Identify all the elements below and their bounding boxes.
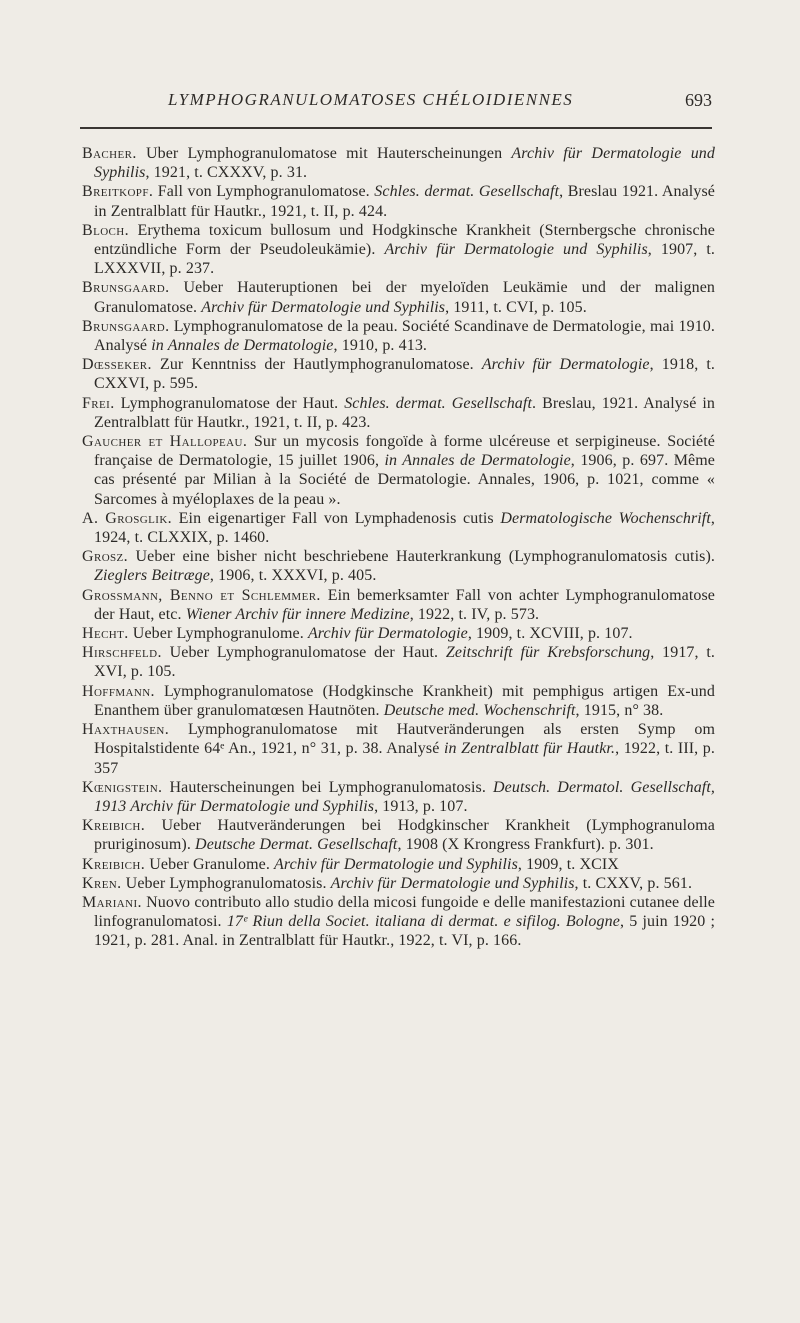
- entry-publication: in Zentralblatt für Hautkr.: [443, 740, 616, 758]
- entry-author: Mariani.: [82, 893, 142, 911]
- entry-author: Kreibich.: [82, 817, 146, 835]
- entry-title: Ein bemerksamter Fall von achter Lymphogranulomatose der Haut, etc.: [94, 586, 715, 623]
- entry-publication: Archiv für Dermatologie und Syphilis: [274, 855, 518, 873]
- entry-author: Brunsgaard.: [82, 279, 170, 297]
- entry-details: , 1924, t. CLXXIX, p. 1460.: [94, 509, 715, 547]
- entry-details: , 1922, t. IV, p. 573.: [409, 605, 540, 623]
- entry-title: Ueber Lymphogranulome.: [128, 625, 308, 643]
- bibliography-entry: [82, 394, 715, 432]
- entry-publication: in Annales de Dermatologie: [151, 337, 334, 355]
- bibliography-entry: [82, 643, 715, 681]
- entry-details: , 1909, t. XCIX: [517, 855, 619, 873]
- entry-details: , 1922, t. III, p. 357: [94, 740, 715, 777]
- header-rule: [80, 127, 712, 129]
- entry-author: Hirschfeld.: [82, 644, 162, 662]
- entry-details: , 1910, p. 413.: [333, 337, 428, 355]
- entry-details: , 1906, t. XXXVI, p. 405.: [209, 567, 377, 585]
- entry-details: , 1918, t. CXXVI, p. 595.: [94, 356, 715, 393]
- entry-details: , 1908 (X Krongress Frankfurt). p. 301.: [397, 836, 654, 854]
- entry-title: Ueber Granulome.: [145, 855, 275, 873]
- entry-publication: Deutsche Dermat. Gesellschaft: [195, 836, 398, 854]
- bibliography-entry: [82, 893, 715, 951]
- running-title: LYMPHOGRANULOMATOSES CHÉLOIDIENNES: [168, 90, 574, 109]
- entry-author: Frei.: [82, 394, 115, 412]
- entry-title: Ueber Hautveränderungen bei Hodgkinscher Krankheit (Lymphogranuloma pruriginosum).: [94, 817, 715, 854]
- entry-author: Grossmann, Benno et Schlemmer.: [82, 586, 321, 604]
- entry-title: Zur Kenntniss der Hautlymphogranulomatose.: [151, 356, 482, 374]
- entry-author: A. Grosglik.: [82, 509, 173, 527]
- entry-details: , 1909, t. XCVIII, p. 107.: [467, 625, 633, 643]
- bibliography-entry: [82, 182, 715, 220]
- entry-details: , 1915, n° 38.: [575, 701, 664, 719]
- bibliography-entry: [82, 586, 715, 624]
- bibliography-entry: [82, 144, 715, 182]
- entry-publication: Deutsche med. Wochenschrift: [383, 701, 576, 719]
- entry-title: Lymphogranulomatose de la peau. Société Scandinave de Dermatologie, mai 1910. Analysé: [94, 317, 715, 355]
- bibliography-entry: [82, 317, 715, 355]
- entry-title: Erythema toxicum bullosum und Hodgkinsche Krankheit (Sternbergsche chronische entzündliche Form der Pseudoleukämie).: [94, 221, 715, 259]
- entry-author: Breitkopf.: [82, 183, 154, 201]
- bibliography-list: [82, 144, 715, 1234]
- entry-details: . Breslau, 1921. Analysé in Zentralblatt für Hautkr., 1921, t. II, p. 423.: [94, 394, 715, 431]
- bibliography-entry: [82, 547, 715, 585]
- entry-author: Bloch.: [82, 221, 130, 239]
- entry-author: Grosz.: [82, 548, 129, 566]
- entry-details: , 1913, p. 107.: [374, 797, 468, 815]
- entry-publication: Schles. dermat. Gesellschaft: [344, 394, 533, 412]
- bibliography-entry: [82, 509, 715, 547]
- entry-publication: in Annales de Dermatologie: [384, 452, 571, 470]
- entry-title: Ueber eine bisher nicht beschriebene Hauterkrankung (Lymphogranulomatosis cutis).: [128, 548, 715, 566]
- bibliography-entry: [82, 816, 715, 854]
- entry-title: Sur un mycosis fongoïde à forme ulcéreuse et serpigineuse. Société française de Dermatologie, 15 juillet 1906,: [94, 433, 715, 470]
- entry-author: Hecht.: [82, 625, 129, 643]
- entry-publication: Archiv für Dermatologie und Syphilis: [330, 874, 575, 892]
- entry-publication: Zieglers Beitræge: [94, 567, 210, 585]
- entry-author: Kren.: [82, 874, 122, 892]
- entry-author: Kœnigstein.: [82, 778, 163, 796]
- entry-publication: Deutsch. Dermatol. Gesellschaft, 1913 Archiv für Dermatologie und Syphilis: [94, 778, 715, 815]
- entry-title: Fall von Lymphogranulomatose.: [153, 183, 375, 201]
- entry-author: Gaucher et Hallopeau.: [82, 433, 248, 451]
- entry-details: , 1921, t. CXXXV, p. 31.: [145, 164, 308, 182]
- entry-publication: Archiv für Dermatologie und Syphilis: [94, 145, 715, 182]
- entry-details: , 1917, t. XVI, p. 105.: [94, 644, 715, 681]
- bibliography-entry: [82, 720, 715, 778]
- bibliography-entry: [82, 624, 715, 643]
- entry-publication: Dermatologische Wochenschrift: [500, 509, 711, 527]
- entry-publication: Schles. dermat. Gesellschaft: [374, 183, 560, 201]
- entry-author: Kreibich.: [82, 855, 146, 873]
- entry-title: Ein eigenartiger Fall von Lymphadenosis cutis: [172, 509, 501, 527]
- entry-publication: Archiv für Dermatologie: [307, 625, 468, 643]
- bibliography-entry: [82, 278, 715, 316]
- entry-details: , 1906, p. 697. Même cas présenté par Milian à la Société de Dermatologie. Annales, 1906, p. 1021, comme « Sarcomes à myéloplaxes de la peau ».: [94, 452, 715, 508]
- entry-title: Ueber Lymphogranulomatosis.: [121, 874, 331, 892]
- bibliography-entry: [82, 221, 715, 279]
- entry-publication: Zeitschrift für Krebsforschung: [445, 644, 651, 662]
- entry-author: Brunsgaard.: [82, 317, 170, 335]
- bibliography-entry: [82, 355, 715, 393]
- entry-title: Ueber Hauteruptionen bei der myeloïden Leukämie und der malignen Granulomatose.: [94, 279, 715, 316]
- bibliography-entry: [82, 432, 715, 509]
- entry-title: Uber Lymphogranulomatose mit Hauterscheinungen: [136, 145, 512, 162]
- entry-title: Lymphogranulomatose mit Hautveränderungen als ersten Symp om Hospitalstidente 64ᵉ An., 1921, n° 31, p. 38. Analysé: [94, 721, 715, 758]
- entry-title: Hauterscheinungen bei Lymphogranulomatosis.: [162, 778, 493, 796]
- page-number: 693: [685, 90, 712, 110]
- entry-details: , 1907, t. LXXXVII, p. 237.: [94, 241, 715, 278]
- entry-author: Haxthausen.: [82, 721, 170, 739]
- entry-title: Lymphogranulomatose (Hodgkinsche Krankheit) mit pemphigus artigen Ex-und Enanthem über granulomatœsen Hautnöten.: [94, 682, 715, 719]
- entry-author: Dœsseker.: [82, 356, 152, 374]
- entry-title: Lymphogranulomatose der Haut.: [114, 394, 345, 412]
- entry-publication: Archiv für Dermatologie: [481, 356, 650, 374]
- entry-author: Hoffmann.: [82, 682, 155, 700]
- bibliography-entry: [82, 874, 715, 893]
- running-head: [168, 90, 718, 122]
- entry-author: Bacher.: [82, 145, 137, 162]
- entry-publication: Wiener Archiv für innere Medizine: [185, 605, 410, 623]
- entry-details: , 5 juin 1920 ; 1921, p. 281. Anal. in Zentralblatt für Hautkr., 1922, t. VI, p. 166.: [94, 913, 715, 950]
- entry-details: , Breslau 1921. Analysé in Zentralblatt für Hautkr., 1921, t. II, p. 424.: [94, 183, 715, 220]
- entry-publication: 17ᵉ Riun della Societ. italiana di dermat. e sifilog. Bologne: [226, 913, 620, 931]
- bibliography-entry: [82, 855, 715, 874]
- entry-publication: Archiv für Dermatologie und Syphilis: [384, 241, 648, 259]
- entry-publication: Archiv für Dermatologie und Syphilis: [201, 298, 446, 316]
- bibliography-entry: [82, 682, 715, 720]
- entry-title: Ueber Lymphogranulomatose der Haut.: [161, 644, 446, 662]
- entry-details: , t. CXXV, p. 561.: [574, 874, 693, 892]
- entry-title: Nuovo contributo allo studio della micosi fungoide e delle manifestazioni cutanee delle linfogranulomatosi.: [94, 893, 715, 931]
- bibliography-entry: [82, 778, 715, 816]
- entry-details: , 1911, t. CVI, p. 105.: [445, 298, 587, 316]
